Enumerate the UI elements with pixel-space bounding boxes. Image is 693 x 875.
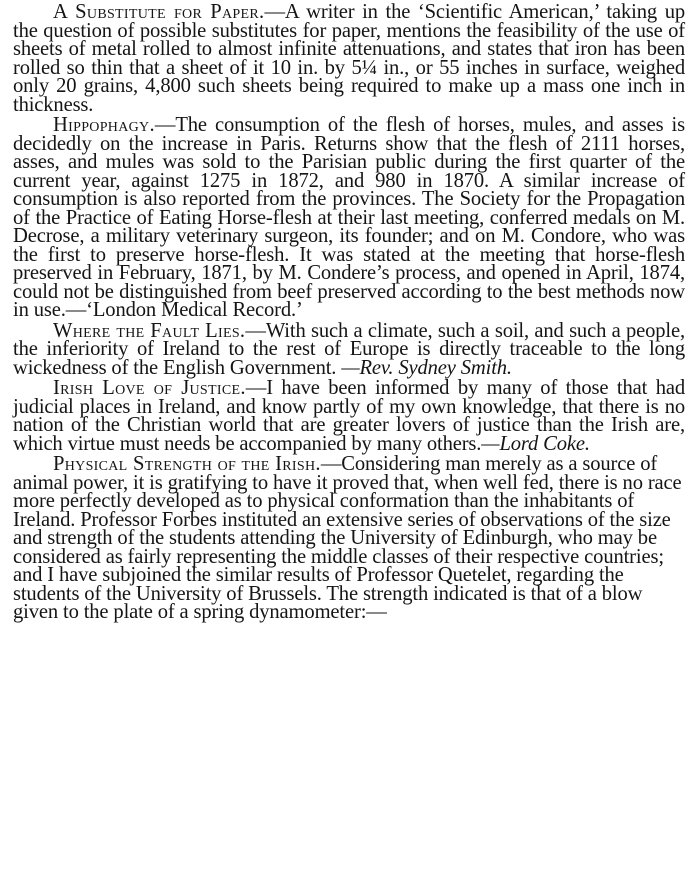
article-heading: Where the Fault Lies. bbox=[53, 319, 246, 342]
article-where-the-fault-lies bbox=[13, 319, 685, 379]
article-substitute-for-paper bbox=[13, 3, 685, 114]
article-attribution: —Lord Coke. bbox=[481, 432, 590, 455]
article-irish-love-of-justice bbox=[13, 379, 685, 453]
article-heading: Physical Strength of the Irish. bbox=[53, 453, 321, 475]
article-body: —With such a climate, such a soil, and such a people, the inferiority of Ireland to the rest of Europe is directly traceable to the long wickedness of the English Government. bbox=[13, 319, 685, 379]
article-body: —A writer in the ‘Scientific American,’ taking up the question of possible substitutes for paper, mentions the feasibility of the use of sheets of metal rolled to almost infinite attenuations, and states that iron has been rolled so thin that a sheet of it 10 in. by 5¼ in., or 55 inches in surface, weighed only 20 grains, 4,800 such sheets being required to make up a mass one inch in thickness. bbox=[13, 1, 685, 116]
article-hippophagy bbox=[13, 116, 685, 320]
article-heading: Hippophagy. bbox=[53, 114, 155, 136]
article-body: —The consumption of the flesh of horses, mules, and asses is decidedly on the increase in Paris. Returns show that the flesh of 2111 horses, asses, and mules was sold to the Parisian public during the first quarter of the current year, against 1275 in 1872, and 980 in 1870. A similar increase of consumption is also reported from the provinces. The Society for the Propagation of the Practice of Eating Horse-flesh at their last meeting, conferred medals on M. Decrose, a military veterinary surgeon, its founder; and on M. Condore, who was the first to preserve horse-flesh. It was stated at the meeting that horse-flesh preserved in February, 1871, by M. Condere’s process, and opened in April, 1874, could not be distinguished from beef preserved according to the best methods now in use.—‘London Medical Record.’ bbox=[13, 114, 685, 321]
article-attribution: —Rev. Sydney Smith. bbox=[341, 356, 512, 379]
article-heading: A Substitute for Paper. bbox=[53, 1, 265, 23]
article-heading: Irish Love of Justice. bbox=[53, 377, 246, 399]
article-physical-strength-of-the-irish bbox=[13, 455, 685, 622]
article-body: —Considering man merely as a source of animal power, it is gratifying to have it proved that, when well fed, there is no race more perfectly developed as to physical conformation than the inhabitants of Ireland. Professor Forbes instituted an extensive series of observations of the size and strength of the students attending the University of Edinburgh, who may be considered as fairly representing the middle classes of their respective countries; and I have subjoined the similar results of Professor Quetelet, regarding the students of the University of Brussels. The strength indicated is that of a blow given to the plate of a spring dynamometer:— bbox=[13, 453, 682, 623]
article-body: —I have been informed by many of those that had judicial places in Ireland, and know partly of my own knowledge, that there is no nation of the Christian world that are greater lovers of justice than the Irish are, which virtue must needs be accompanied by many others. bbox=[13, 377, 685, 455]
